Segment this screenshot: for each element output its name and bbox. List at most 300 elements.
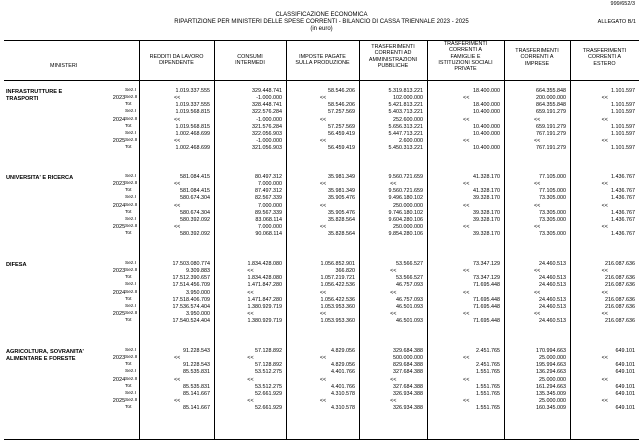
table-cell: 1.056.852.901 bbox=[320, 261, 355, 267]
table-cell: 195.994.663 bbox=[536, 362, 566, 369]
table-cell: 4.310.578 bbox=[331, 405, 355, 412]
year-label: 2025 bbox=[112, 398, 126, 405]
ministry-name: AGRICOLTURA, SOVRANITA' ALIMENTARE E FORESTE bbox=[6, 349, 84, 362]
table-cell: << bbox=[534, 289, 541, 296]
table-cell: 4.829.056 bbox=[331, 362, 355, 369]
table-cell: 216.087.636 bbox=[605, 303, 635, 310]
row-label: Sez.II bbox=[125, 224, 138, 230]
column-header-6: TRASFERIMENTI CORRENTI A IMPRESE bbox=[515, 48, 559, 67]
row-label: Sez.II bbox=[125, 398, 138, 404]
table-cell: 10.400.000 bbox=[473, 123, 500, 130]
table-cell: 1.551.765 bbox=[476, 405, 500, 412]
row-label: Sez.I bbox=[125, 282, 136, 288]
table-cell: 1.101.597 bbox=[611, 88, 635, 94]
table-cell: << bbox=[247, 355, 254, 362]
table-cell: 17.540.524.404 bbox=[172, 318, 210, 325]
year-label: 2025 bbox=[112, 138, 126, 145]
table-cell: 35.905.476 bbox=[328, 195, 355, 202]
table-cell: << bbox=[534, 268, 541, 275]
row-label: Sez.I bbox=[125, 261, 136, 266]
table-cell: 9.746.180.102 bbox=[388, 209, 423, 216]
table-cell: 73.347.129 bbox=[473, 275, 500, 282]
table-cell: 250.000.000 bbox=[393, 224, 423, 231]
table-cell: 216.087.636 bbox=[605, 261, 635, 267]
table-cell: 1.471.847.280 bbox=[247, 296, 282, 303]
row-label: Sez.I bbox=[125, 216, 136, 222]
table-cell: << bbox=[463, 138, 470, 145]
table-cell: << bbox=[319, 376, 327, 383]
table-cell: 649.101 bbox=[615, 348, 635, 354]
table-cell: 136.294.663 bbox=[536, 369, 566, 376]
table-cell: 1.834.428.080 bbox=[247, 275, 282, 282]
table-cell: << bbox=[463, 398, 470, 405]
column-header-7: TRASFERIMENTI CORRENTI A ESTERO bbox=[582, 48, 627, 67]
row-label: Sez.I bbox=[125, 348, 136, 353]
year-label: 2023 bbox=[112, 95, 126, 102]
title-line-1: CLASSIFICAZIONE ECONOMICA bbox=[275, 12, 368, 18]
table-cell: << bbox=[319, 398, 327, 405]
table-cell: 327.684.388 bbox=[393, 369, 423, 376]
table-cell: 90.068.114 bbox=[255, 231, 282, 238]
table-cell: 649.101 bbox=[615, 405, 635, 412]
table-cell: << bbox=[319, 95, 327, 102]
row-label: Tot bbox=[125, 383, 132, 389]
year-label: 2024 bbox=[112, 116, 126, 123]
table-cell: << bbox=[173, 224, 181, 231]
row-label: Tot bbox=[125, 318, 132, 324]
row-label: Sez.II bbox=[125, 376, 138, 382]
table-cell: << bbox=[601, 355, 608, 362]
table-cell: << bbox=[463, 289, 470, 296]
table-cell: 7.000.000 bbox=[258, 224, 282, 231]
table-cell: 71.695.448 bbox=[473, 282, 500, 289]
table-cell: 1.436.767 bbox=[611, 188, 635, 195]
table-cell: << bbox=[390, 311, 397, 318]
table-cell: 77.105.000 bbox=[539, 174, 566, 180]
table-cell: 1.019.568.815 bbox=[175, 109, 210, 116]
table-cell: 3.950.000 bbox=[186, 289, 210, 296]
table-cell: 326.934.388 bbox=[393, 390, 423, 397]
table-cell: 250.000.000 bbox=[393, 202, 423, 209]
table-cell: 1.436.767 bbox=[611, 174, 635, 180]
table-cell: 4.829.056 bbox=[331, 348, 355, 354]
header-ministeri: MINISTERI bbox=[50, 63, 78, 69]
table-cell: << bbox=[534, 311, 541, 318]
table-cell: << bbox=[463, 202, 470, 209]
table-cell: 580.674.304 bbox=[180, 209, 210, 216]
table-cell: 9.309.883 bbox=[186, 268, 210, 275]
table-cell: 10.400.000 bbox=[473, 130, 500, 137]
table-cell: 1.834.428.080 bbox=[247, 261, 282, 267]
table-cell: << bbox=[247, 268, 254, 275]
row-label: Sez.I bbox=[125, 130, 136, 136]
row-label: Sez.II bbox=[125, 95, 138, 101]
column-header-1: REDDITI DA LAVORO DIPENDENTE bbox=[149, 54, 204, 67]
table-cell: << bbox=[601, 311, 608, 318]
table-cell: << bbox=[601, 181, 608, 188]
table-cell: 649.101 bbox=[615, 369, 635, 376]
table-cell: 24.460.513 bbox=[539, 275, 566, 282]
row-label: Tot bbox=[125, 145, 132, 151]
table-cell: << bbox=[173, 202, 181, 209]
table-cell: 46.501.093 bbox=[396, 318, 423, 325]
table-cell: 252.600.000 bbox=[393, 116, 423, 123]
table-cell: << bbox=[247, 289, 254, 296]
table-cell: 216.087.636 bbox=[605, 275, 635, 282]
table-cell: 1.057.219.721 bbox=[320, 275, 355, 282]
table-cell: << bbox=[319, 202, 327, 209]
table-cell: << bbox=[463, 181, 470, 188]
table-cell: << bbox=[390, 398, 397, 405]
row-label: Tot bbox=[125, 188, 132, 194]
table-cell: 216.087.636 bbox=[605, 318, 635, 325]
table-cell: 17.518.406.709 bbox=[172, 296, 210, 303]
table-cell: << bbox=[534, 224, 541, 231]
table-cell: 57.128.892 bbox=[255, 362, 282, 369]
table-cell: << bbox=[463, 355, 470, 362]
table-cell: << bbox=[534, 202, 541, 209]
table-cell: 326.934.388 bbox=[393, 405, 423, 412]
table-cell: 39.328.170 bbox=[473, 216, 500, 223]
table-cell: 659.191.279 bbox=[536, 109, 566, 116]
table-cell: 580.674.304 bbox=[180, 195, 210, 202]
table-cell: 581.084.415 bbox=[180, 174, 210, 180]
table-cell: 1.380.929.719 bbox=[247, 303, 282, 310]
table-cell: 327.684.388 bbox=[393, 383, 423, 390]
table-cell: 56.459.419 bbox=[328, 130, 355, 137]
table-cell: << bbox=[463, 376, 470, 383]
row-label: Sez.I bbox=[125, 174, 136, 179]
table-cell: 1.101.597 bbox=[611, 109, 635, 116]
table-cell: 102.000.000 bbox=[393, 95, 423, 102]
table-cell: 5.319.813.221 bbox=[388, 88, 423, 94]
table-cell: 321.576.284 bbox=[252, 123, 282, 130]
table-cell: 1.101.597 bbox=[611, 102, 635, 109]
year-label: 2023 bbox=[112, 355, 126, 362]
table-cell: 24.460.513 bbox=[539, 282, 566, 289]
table-cell: 77.105.000 bbox=[539, 188, 566, 195]
table-cell: 161.294.663 bbox=[536, 383, 566, 390]
table-cell: 170.994.663 bbox=[536, 348, 566, 354]
table-cell: -1.000.000 bbox=[256, 138, 282, 145]
table-cell: 7.000.000 bbox=[258, 181, 282, 188]
table-cell: -1.000.000 bbox=[256, 95, 282, 102]
table-cell: 17.536.574.404 bbox=[172, 303, 210, 310]
table-cell: 57.257.569 bbox=[328, 123, 355, 130]
table-cell: << bbox=[463, 95, 470, 102]
ministry-name: UNIVERSITA' E RICERCA bbox=[6, 175, 74, 181]
table-cell: 41.328.170 bbox=[473, 188, 500, 195]
table-cell: 87.497.312 bbox=[255, 188, 282, 195]
table-cell: << bbox=[601, 224, 608, 231]
row-label: Tot bbox=[125, 102, 132, 108]
row-label: Sez.II bbox=[125, 355, 138, 361]
table-cell: 25.000.000 bbox=[539, 376, 566, 383]
table-cell: 322.576.284 bbox=[252, 109, 282, 116]
table-cell: << bbox=[247, 311, 254, 318]
table-cell: << bbox=[390, 181, 397, 188]
table-cell: 7.000.000 bbox=[258, 202, 282, 209]
table-cell: 1.436.767 bbox=[611, 216, 635, 223]
document-code: 999/652/3 bbox=[610, 1, 635, 7]
table-cell: 1.436.767 bbox=[611, 231, 635, 238]
table-cell: << bbox=[319, 311, 327, 318]
table-cell: 80.497.312 bbox=[255, 174, 282, 180]
table-cell: 1.436.767 bbox=[611, 209, 635, 216]
table-cell: 17.514.456.709 bbox=[172, 282, 210, 289]
table-cell: 39.328.170 bbox=[473, 209, 500, 216]
table-cell: 366.820 bbox=[335, 268, 355, 275]
row-label: Sez.II bbox=[125, 202, 138, 208]
table-cell: 1.101.597 bbox=[611, 145, 635, 152]
table-cell: 73.305.000 bbox=[539, 216, 566, 223]
year-label: 2024 bbox=[112, 289, 126, 296]
table-cell: << bbox=[390, 289, 397, 296]
table-cell: 5.656.313.221 bbox=[388, 123, 423, 130]
table-cell: 17.503.080.774 bbox=[172, 261, 210, 267]
row-label: Sez.I bbox=[125, 390, 136, 396]
table-cell: << bbox=[390, 268, 397, 275]
table-cell: << bbox=[463, 224, 470, 231]
table-cell: 10.400.000 bbox=[473, 109, 500, 116]
table-cell: 2.600.000 bbox=[399, 138, 423, 145]
table-cell: 9.854.280.106 bbox=[388, 231, 423, 238]
table-cell: 4.310.578 bbox=[331, 390, 355, 397]
table-cell: 580.392.092 bbox=[180, 216, 210, 223]
table-cell: 10.400.000 bbox=[473, 145, 500, 152]
table-cell: 39.328.170 bbox=[473, 231, 500, 238]
table-cell: 53.512.275 bbox=[255, 369, 282, 376]
table-cell: 35.828.564 bbox=[328, 216, 355, 223]
table-cell: 18.400.000 bbox=[473, 88, 500, 94]
table-cell: 1.380.929.719 bbox=[247, 318, 282, 325]
table-cell: 24.460.513 bbox=[539, 296, 566, 303]
table-cell: 41.328.170 bbox=[473, 174, 500, 180]
table-cell: 329.684.388 bbox=[393, 348, 423, 354]
row-label: Sez.I bbox=[125, 369, 136, 375]
table-cell: 57.128.892 bbox=[255, 348, 282, 354]
table-cell: 52.661.929 bbox=[255, 390, 282, 397]
table-cell: 1.053.953.360 bbox=[320, 303, 355, 310]
ministry-name: INFRASTRUTTURE E TRASPORTI bbox=[6, 89, 63, 102]
row-label: Tot bbox=[125, 209, 132, 215]
table-cell: << bbox=[173, 355, 181, 362]
table-cell: 35.905.476 bbox=[328, 209, 355, 216]
table-cell: << bbox=[173, 181, 181, 188]
table-cell: 9.560.721.659 bbox=[388, 188, 423, 195]
table-cell: << bbox=[319, 355, 327, 362]
table-cell: 5.450.313.221 bbox=[388, 145, 423, 152]
table-cell: 659.191.279 bbox=[536, 123, 566, 130]
table-cell: << bbox=[173, 138, 181, 145]
table-cell: << bbox=[534, 116, 541, 123]
table-cell: 73.305.000 bbox=[539, 209, 566, 216]
allegato-label: ALLEGATO B/1 bbox=[597, 19, 636, 25]
table-cell: << bbox=[601, 289, 608, 296]
table-cell: << bbox=[319, 224, 327, 231]
table-cell: 767.191.279 bbox=[536, 145, 566, 152]
table-cell: 216.087.636 bbox=[605, 282, 635, 289]
table-cell: 1.551.765 bbox=[476, 369, 500, 376]
table-cell: 18.400.000 bbox=[473, 102, 500, 109]
table-cell: << bbox=[534, 181, 541, 188]
table-cell: 864.355.848 bbox=[536, 102, 566, 109]
table-cell: 73.305.000 bbox=[539, 195, 566, 202]
table-cell: 91.228.543 bbox=[183, 348, 210, 354]
column-header-5: TRASFERIMENTI CORRENTI A FAMIGLIE E ISTITUZIONI SOCIALI PRIVATE bbox=[438, 41, 493, 73]
table-cell: 322.056.903 bbox=[252, 130, 282, 137]
column-header-3: IMPOSTE PAGATE SULLA PRODUZIONE bbox=[295, 54, 350, 67]
table-cell: << bbox=[601, 116, 608, 123]
table-cell: 1.019.568.815 bbox=[175, 123, 210, 130]
table-cell: << bbox=[319, 116, 327, 123]
row-label: Sez.II bbox=[125, 311, 138, 317]
table-cell: 1.053.953.360 bbox=[320, 318, 355, 325]
table-cell: 85.141.667 bbox=[183, 405, 210, 412]
table-cell: 25.000.000 bbox=[539, 398, 566, 405]
table-cell: 82.567.339 bbox=[255, 195, 282, 202]
table-cell: 5.421.813.221 bbox=[388, 102, 423, 109]
table-cell: 664.355.848 bbox=[536, 88, 566, 94]
table-cell: << bbox=[173, 376, 181, 383]
table-cell: 52.661.929 bbox=[255, 405, 282, 412]
table-cell: 160.345.009 bbox=[536, 405, 566, 412]
table-cell: 5.403.713.221 bbox=[388, 109, 423, 116]
row-label: Tot bbox=[125, 362, 132, 368]
table-cell: 5.447.713.221 bbox=[388, 130, 423, 137]
table-cell: 89.567.339 bbox=[255, 209, 282, 216]
table-cell: << bbox=[319, 289, 327, 296]
table-cell: << bbox=[173, 398, 181, 405]
table-cell: 2.451.765 bbox=[476, 348, 500, 354]
table-cell: 649.101 bbox=[615, 383, 635, 390]
table-cell: 649.101 bbox=[615, 390, 635, 397]
table-cell: 500.000.000 bbox=[393, 355, 423, 362]
table-cell: 1.019.337.555 bbox=[175, 88, 210, 94]
table-cell: << bbox=[601, 376, 608, 383]
table-cell: 35.981.349 bbox=[328, 174, 355, 180]
table-cell: 53.512.275 bbox=[255, 383, 282, 390]
table-cell: 71.695.448 bbox=[473, 318, 500, 325]
table-cell: 71.695.448 bbox=[473, 296, 500, 303]
table-cell: 35.981.349 bbox=[328, 188, 355, 195]
table-cell: 83.068.114 bbox=[255, 216, 282, 223]
year-label: 2025 bbox=[112, 224, 126, 231]
table-cell: 58.546.206 bbox=[328, 88, 355, 94]
table-cell: 216.087.636 bbox=[605, 296, 635, 303]
title-line-2: RIPARTIZIONE PER MINISTERI DELLE SPESE CORRENTI - BILANCIO DI CASSA TRIENNALE 2023 - 2025 bbox=[174, 19, 469, 26]
table-cell: 24.460.513 bbox=[539, 261, 566, 267]
table-cell: 73.347.129 bbox=[473, 261, 500, 267]
table-cell: 53.566.527 bbox=[396, 261, 423, 267]
table-cell: 46.757.093 bbox=[396, 296, 423, 303]
table-cell: << bbox=[173, 116, 181, 123]
table-cell: << bbox=[173, 95, 181, 102]
table-cell: << bbox=[247, 376, 254, 383]
table-cell: << bbox=[601, 95, 608, 102]
table-cell: 767.191.279 bbox=[536, 130, 566, 137]
table-cell: 58.546.206 bbox=[328, 102, 355, 109]
table-cell: 85.141.667 bbox=[183, 390, 210, 397]
row-label: Sez.I bbox=[125, 109, 136, 115]
table-cell: << bbox=[601, 268, 608, 275]
table-cell: << bbox=[390, 376, 397, 383]
table-cell: 1.056.422.536 bbox=[320, 282, 355, 289]
year-label: 2023 bbox=[112, 268, 126, 275]
table-cell: 9.496.180.102 bbox=[388, 195, 423, 202]
table-cell: 39.328.170 bbox=[473, 195, 500, 202]
year-label: 2025 bbox=[112, 311, 126, 318]
table-cell: 73.305.000 bbox=[539, 231, 566, 238]
table-cell: 200.000.000 bbox=[536, 95, 566, 102]
table-cell: 829.684.388 bbox=[393, 362, 423, 369]
table-cell: 581.084.415 bbox=[180, 188, 210, 195]
table-cell: 1.019.337.555 bbox=[175, 102, 210, 109]
table-cell: 53.566.527 bbox=[396, 275, 423, 282]
row-label: Tot bbox=[125, 231, 132, 237]
table-cell: << bbox=[601, 398, 608, 405]
table-cell: 17.512.390.657 bbox=[172, 275, 210, 282]
table-cell: 1.436.767 bbox=[611, 195, 635, 202]
table-cell: 1.471.847.280 bbox=[247, 282, 282, 289]
table-cell: 649.101 bbox=[615, 362, 635, 369]
table-cell: 9.560.721.659 bbox=[388, 174, 423, 180]
year-label: 2023 bbox=[112, 181, 126, 188]
table-cell: 35.828.564 bbox=[328, 231, 355, 238]
table-cell: 1.002.468.699 bbox=[175, 145, 210, 152]
table-cell: 25.000.000 bbox=[539, 355, 566, 362]
row-label: Sez.I bbox=[125, 195, 136, 201]
row-label: Sez.II bbox=[125, 116, 138, 122]
table-cell: << bbox=[463, 268, 470, 275]
table-cell: 328.448.741 bbox=[252, 102, 282, 109]
row-label: Sez.I bbox=[125, 88, 136, 93]
table-cell: 57.257.569 bbox=[328, 109, 355, 116]
column-header-4: TRASFERIMENTI CORRENTI AD AMMINISTRAZIONI PUBBLICHE bbox=[368, 44, 418, 69]
table-cell: 1.101.597 bbox=[611, 123, 635, 130]
table-cell: 24.460.513 bbox=[539, 303, 566, 310]
table-cell: << bbox=[319, 181, 327, 188]
row-label: Sez.II bbox=[125, 268, 138, 274]
table-cell: 321.056.903 bbox=[252, 145, 282, 152]
table-cell: 1.101.597 bbox=[611, 130, 635, 137]
table-cell: 46.501.093 bbox=[396, 303, 423, 310]
table-cell: -1.000.000 bbox=[256, 116, 282, 123]
table-cell: 85.535.831 bbox=[183, 369, 210, 376]
table-cell: 2.451.765 bbox=[476, 362, 500, 369]
title-line-3: (in euro) bbox=[310, 26, 333, 33]
table-cell: 3.950.000 bbox=[186, 311, 210, 318]
table-cell: 580.392.092 bbox=[180, 231, 210, 238]
table-cell: 91.228.543 bbox=[183, 362, 210, 369]
year-label: 2024 bbox=[112, 202, 126, 209]
table-cell: << bbox=[534, 138, 541, 145]
table-cell: 135.345.009 bbox=[536, 390, 566, 397]
row-label: Tot bbox=[125, 405, 132, 411]
table-cell: 85.535.831 bbox=[183, 383, 210, 390]
table-cell: << bbox=[319, 138, 327, 145]
row-label: Tot bbox=[125, 123, 132, 129]
table-cell: << bbox=[463, 116, 470, 123]
table-cell: << bbox=[601, 138, 608, 145]
ministry-name: DIFESA bbox=[6, 262, 27, 268]
table-cell: 1.002.468.699 bbox=[175, 130, 210, 137]
table-cell: 24.460.513 bbox=[539, 318, 566, 325]
row-label: Sez.II bbox=[125, 181, 138, 187]
row-label: Sez.II bbox=[125, 289, 138, 295]
table-cell: 9.604.280.106 bbox=[388, 216, 423, 223]
table-cell: << bbox=[463, 311, 470, 318]
